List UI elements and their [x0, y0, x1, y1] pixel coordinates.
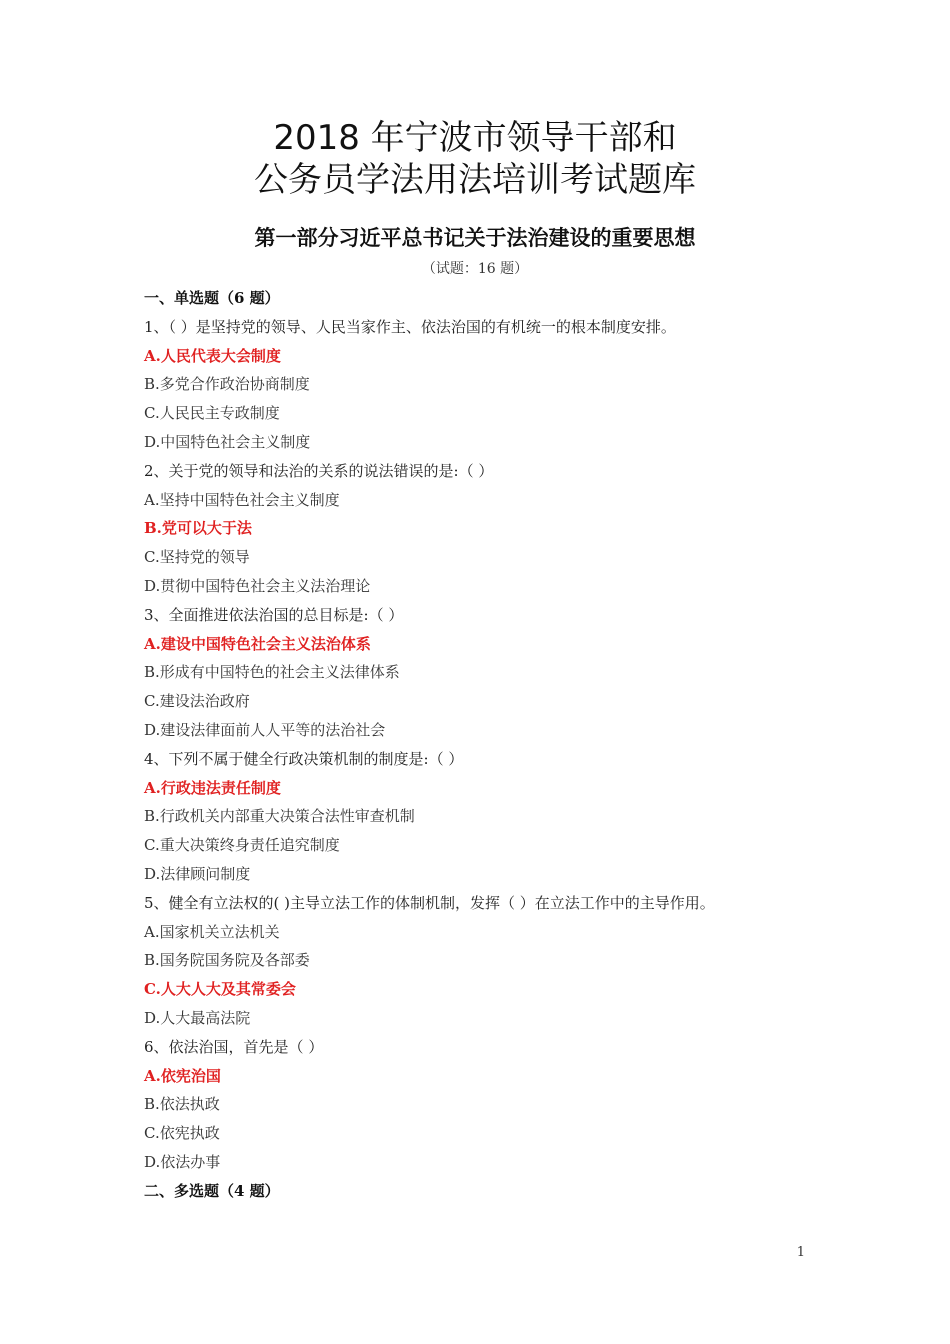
answer-option: C.重大决策终身责任追究制度 — [144, 836, 340, 855]
question-list — [144, 284, 844, 1206]
question-stem: 3、全面推进依法治国的总目标是:（ ） — [144, 605, 404, 624]
answer-option: B.依法执政 — [144, 1095, 220, 1114]
answer-option: C.人民民主专政制度 — [144, 404, 280, 423]
question-stem: 6、依法治国，首先是（ ） — [144, 1037, 324, 1056]
part-question-count: （试题：16 题） — [421, 261, 529, 277]
question-stem: 2、关于党的领导和法治的关系的说法错误的是:（ ） — [144, 461, 494, 480]
answer-option-correct: A.建设中国特色社会主义法治体系 — [144, 634, 371, 653]
answer-option-correct: C.人大人大及其常委会 — [144, 980, 296, 999]
answer-option: D.人大最高法院 — [144, 1008, 251, 1027]
answer-option: D.依法办事 — [144, 1152, 221, 1171]
answer-option: A.国家机关立法机关 — [144, 922, 280, 941]
question-stem: 1、（ ）是坚持党的领导、人民当家作主、依法治国的有机统一的根本制度安排。 — [144, 317, 676, 336]
answer-option: D.建设法律面前人人平等的法治社会 — [144, 720, 386, 739]
answer-option-correct: A.人民代表大会制度 — [144, 346, 281, 365]
document-title-line-2: 公务员学法用法培训考试题库 — [254, 160, 696, 200]
answer-option: B.国务院国务院及各部委 — [144, 951, 310, 970]
answer-option: B.多党合作政治协商制度 — [144, 375, 310, 394]
question-stem: 5、健全有立法权的( )主导立法工作的体制机制，发挥（ ）在立法工作中的主导作用。 — [144, 893, 715, 912]
answer-option: D.法律顾问制度 — [144, 864, 251, 883]
question-stem: 4、下列不属于健全行政决策机制的制度是:（ ） — [144, 749, 464, 768]
answer-option: C.依宪执政 — [144, 1124, 220, 1143]
answer-option-correct: A.依宪治国 — [144, 1066, 221, 1085]
page-number: 1 — [796, 1245, 805, 1260]
answer-option: C.坚持党的领导 — [144, 548, 250, 567]
answer-option: A.坚持中国特色社会主义制度 — [144, 490, 340, 509]
answer-option: B.形成有中国特色的社会主义法律体系 — [144, 663, 400, 682]
answer-option: D.贯彻中国特色社会主义法治理论 — [144, 576, 371, 595]
answer-option: C.建设法治政府 — [144, 692, 250, 711]
answer-option: D.中国特色社会主义制度 — [144, 432, 311, 451]
answer-option-correct: A.行政违法责任制度 — [144, 778, 281, 797]
answer-option: B.行政机关内部重大决策合法性审查机制 — [144, 807, 415, 826]
document-title-line-1: 2018 年宁波市领导干部和 — [273, 118, 677, 158]
answer-option-correct: B.党可以大于法 — [144, 519, 252, 538]
section-heading: 一、单选题（6 题） — [144, 289, 280, 307]
section-heading: 二、多选题（4 题） — [144, 1181, 280, 1200]
part-heading: 第一部分习近平总书记关于法治建设的重要思想 — [254, 226, 696, 250]
